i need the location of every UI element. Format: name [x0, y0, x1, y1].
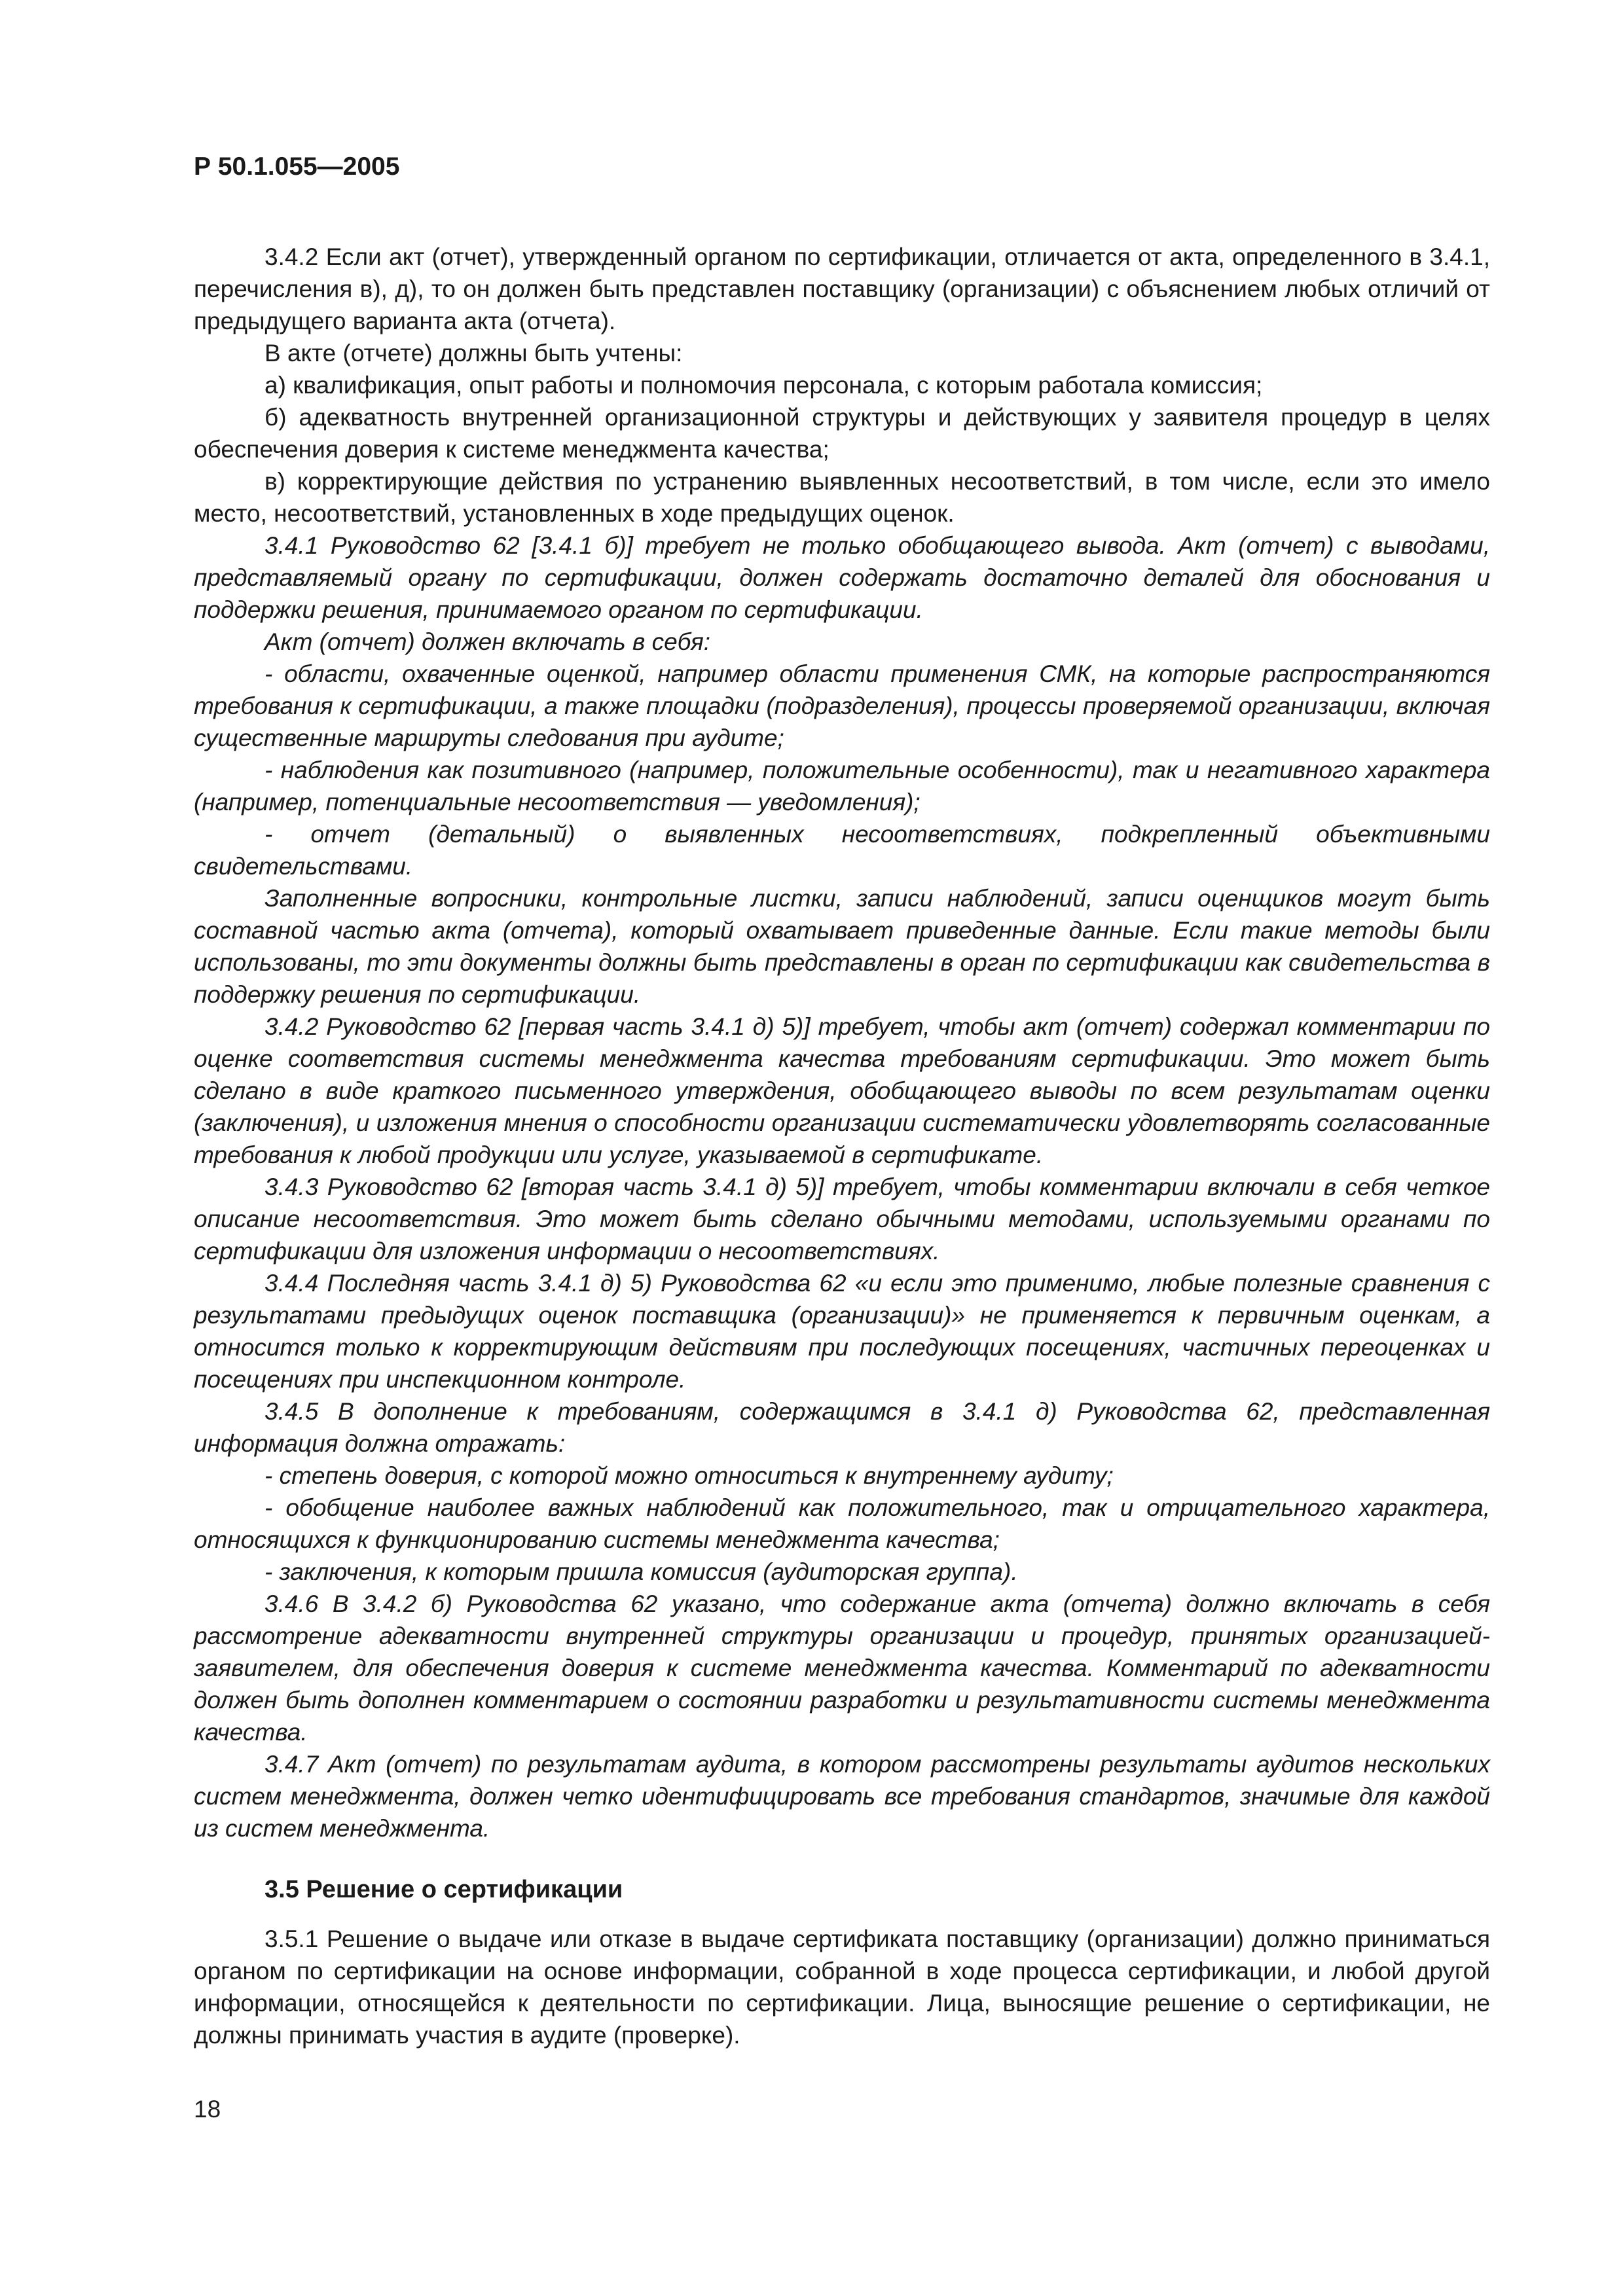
paragraph: 3.4.2 Если акт (отчет), утвержденный органом по сертификации, отличается от акта, определенного в 3.4.1, перечисления в), д), то он должен быть представлен поставщику (организации) с объяснением любых отличий от предыдущего варианта акта (отчета). [194, 243, 1490, 334]
paragraph: 3.4.2 Руководство 62 [первая часть 3.4.1 д) 5)] требует, чтобы акт (отчет) содержал комментарии по оценке соответствия системы менеджмента качества требованиям сертификации. Это может быть сделано в виде краткого письменного утверждения, обобщающего выводы по всем результатам оценки (заключения), и изложения мнения о способности организации систематически удовлетворять согласованные требования к любой продукции или услуге, указываемой в сертификате. [194, 1013, 1490, 1168]
body-text [194, 241, 1490, 1844]
page-number: 18 [194, 2096, 221, 2123]
paragraph: 3.4.7 Акт (отчет) по результатам аудита, в котором рассмотрены результаты аудитов нескольких систем менеджмента, должен четко идентифицировать все требования стандартов, значимые для каждой из систем менеджмента. [194, 1751, 1490, 1842]
paragraph: б) адекватность внутренней организационной структуры и действующих у заявителя процедур в целях обеспечения доверия к системе менеджмента качества; [194, 404, 1490, 463]
paragraph: 3.5.1 Решение о выдаче или отказе в выдаче сертификата поставщику (организации) должно приниматься органом по сертификации на основе информации, собранной в ходе процесса сертификации, и любой другой информации, относящейся к деятельности по сертификации. Лица, выносящие решение о сертификации, не должны принимать участия в аудите (проверке). [194, 1926, 1490, 2049]
paragraph: 3.4.6 В 3.4.2 б) Руководства 62 указано, что содержание акта (отчета) должно включать в себя рассмотрение адекватности внутренней структуры организации и процедур, принятых организацией-заявителем, для обеспечения доверия к системе менеджмента качества. Комментарий по адекватности должен быть дополнен комментарием о состоянии разработки и результативности системы менеджмента качества. [194, 1590, 1490, 1746]
section-heading: 3.5 Решение о сертификации [264, 1876, 623, 1903]
paragraph: 3.4.3 Руководство 62 [вторая часть 3.4.1 д) 5)] требует, чтобы комментарии включали в себя четкое описание несоответствия. Это может быть сделано обычными методами, используемыми органами по сертификации для изложения информации о несоответствиях. [194, 1174, 1490, 1265]
paragraph: - наблюдения как позитивного (например, положительные особенности), так и негативного характера (например, потенциальные несоответствия — уведомления); [194, 757, 1490, 816]
paragraph: В акте (отчете) должны быть учтены: [264, 340, 683, 367]
section-text [194, 1923, 1490, 2051]
paragraph: 3.4.4 Последняя часть 3.4.1 д) 5) Руководства 62 «и если это применимо, любые полезные сравнения с результатами предыдущих оценок поставщика (организации)» не применяется к первичным оценкам, а относится только к корректирующим действиям при последующих посещениях, частичных переоценках и посещениях при инспекционном контроле. [194, 1270, 1490, 1393]
paragraph: в) корректирующие действия по устранению выявленных несоответствий, в том числе, если это имело место, несоответствий, установленных в ходе предыдущих оценок. [194, 468, 1490, 527]
document-page [194, 151, 1490, 2051]
paragraph: Акт (отчет) должен включать в себя: [264, 628, 711, 655]
paragraph: - области, охваченные оценкой, например области применения СМК, на которые распространяются требования к сертификации, а также площадки (подразделения), процессы проверяемой организации, включая существенные маршруты следования при аудите; [194, 660, 1490, 751]
paragraph: 3.4.5 В дополнение к требованиям, содержащимся в 3.4.1 д) Руководства 62, представленная информация должна отражать: [194, 1398, 1490, 1457]
document-code: Р 50.1.055—2005 [194, 152, 400, 181]
paragraph: - обобщение наиболее важных наблюдений как положительного, так и отрицательного характера, относящихся к функционированию системы менеджмента качества; [194, 1494, 1490, 1553]
paragraph: - заключения, к которым пришла комиссия (аудиторская группа). [264, 1558, 1018, 1585]
paragraph: 3.4.1 Руководство 62 [3.4.1 б)] требует не только обобщающего вывода. Акт (отчет) с выводами, представляемый органу по сертификации, должен содержать достаточно деталей для обоснования и поддержки решения, принимаемого органом по сертификации. [194, 532, 1490, 623]
paragraph: а) квалификация, опыт работы и полномочия персонала, с которым работала комиссия; [264, 372, 1263, 399]
paragraph: Заполненные вопросники, контрольные листки, записи наблюдений, записи оценщиков могут быть составной частью акта (отчета), который охватывает приведенные данные. Если такие методы были использованы, то эти документы должны быть представлены в орган по сертификации как свидетельства в поддержку решения по сертификации. [194, 885, 1490, 1008]
paragraph: - отчет (детальный) о выявленных несоответствиях, подкрепленный объективными свидетельствами. [194, 821, 1490, 880]
paragraph: - степень доверия, с которой можно относиться к внутреннему аудиту; [264, 1462, 1114, 1489]
